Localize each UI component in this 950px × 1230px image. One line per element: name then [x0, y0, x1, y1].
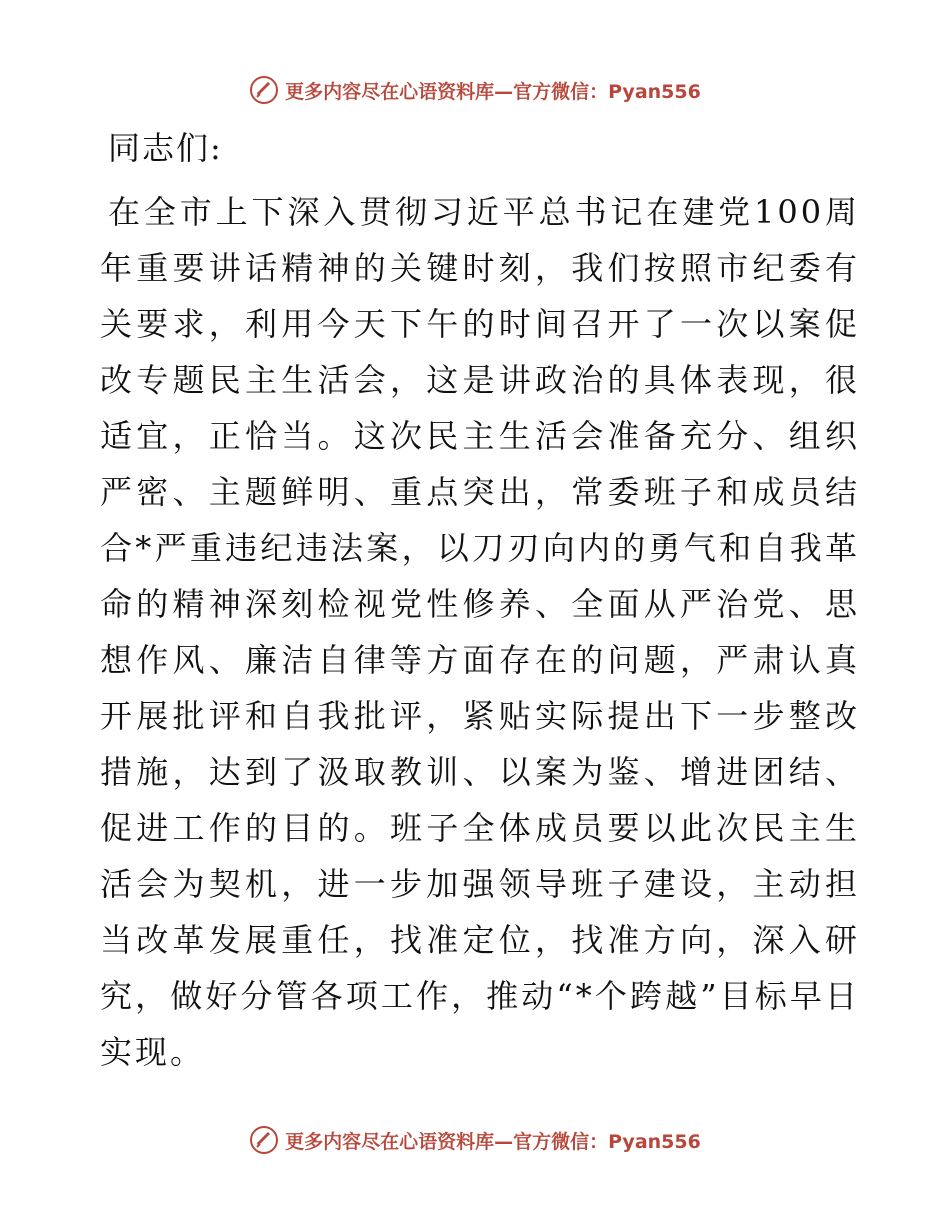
watermark-text: 更多内容尽在心语资料库—官方微信：Pyan556: [285, 80, 701, 103]
watermark-text: 更多内容尽在心语资料库—官方微信：Pyan556: [285, 1130, 701, 1153]
document-body: [100, 120, 860, 1080]
greeting: 同志们:: [108, 129, 223, 167]
quill-logo-icon: [249, 75, 279, 105]
footer-watermark: [0, 1120, 950, 1160]
quill-logo-icon: [249, 1125, 279, 1155]
body-paragraph: 在全市上下深入贯彻习近平总书记在建党100周年重要讲话精神的关键时刻，我们按照市纪委有关要求，利用今天下午的时间召开了一次以案促改专题民主生活会，这是讲政治的具体表现，很适宜，正恰当。这次民主生活会准备充分、组织严密、主题鲜明、重点突出，常委班子和成员结合*严重违纪违法案，以刀刃向内的勇气和自我革命的精神深刻检视党性修养、全面从严治党、思想作风、廉洁自律等方面存在的问题，严肃认真开展批评和自我批评，紧贴实际提出下一步整改措施，达到了汲取教训、以案为鉴、增进团结、促进工作的目的。班子全体成员要以此次民主生活会为契机，进一步加强领导班子建设，主动担当改革发展重任，找准定位，找准方向，深入研究，做好分管各项工作，推动“*个跨越”目标早日实现。: [100, 193, 860, 1071]
header-watermark: [0, 70, 950, 110]
